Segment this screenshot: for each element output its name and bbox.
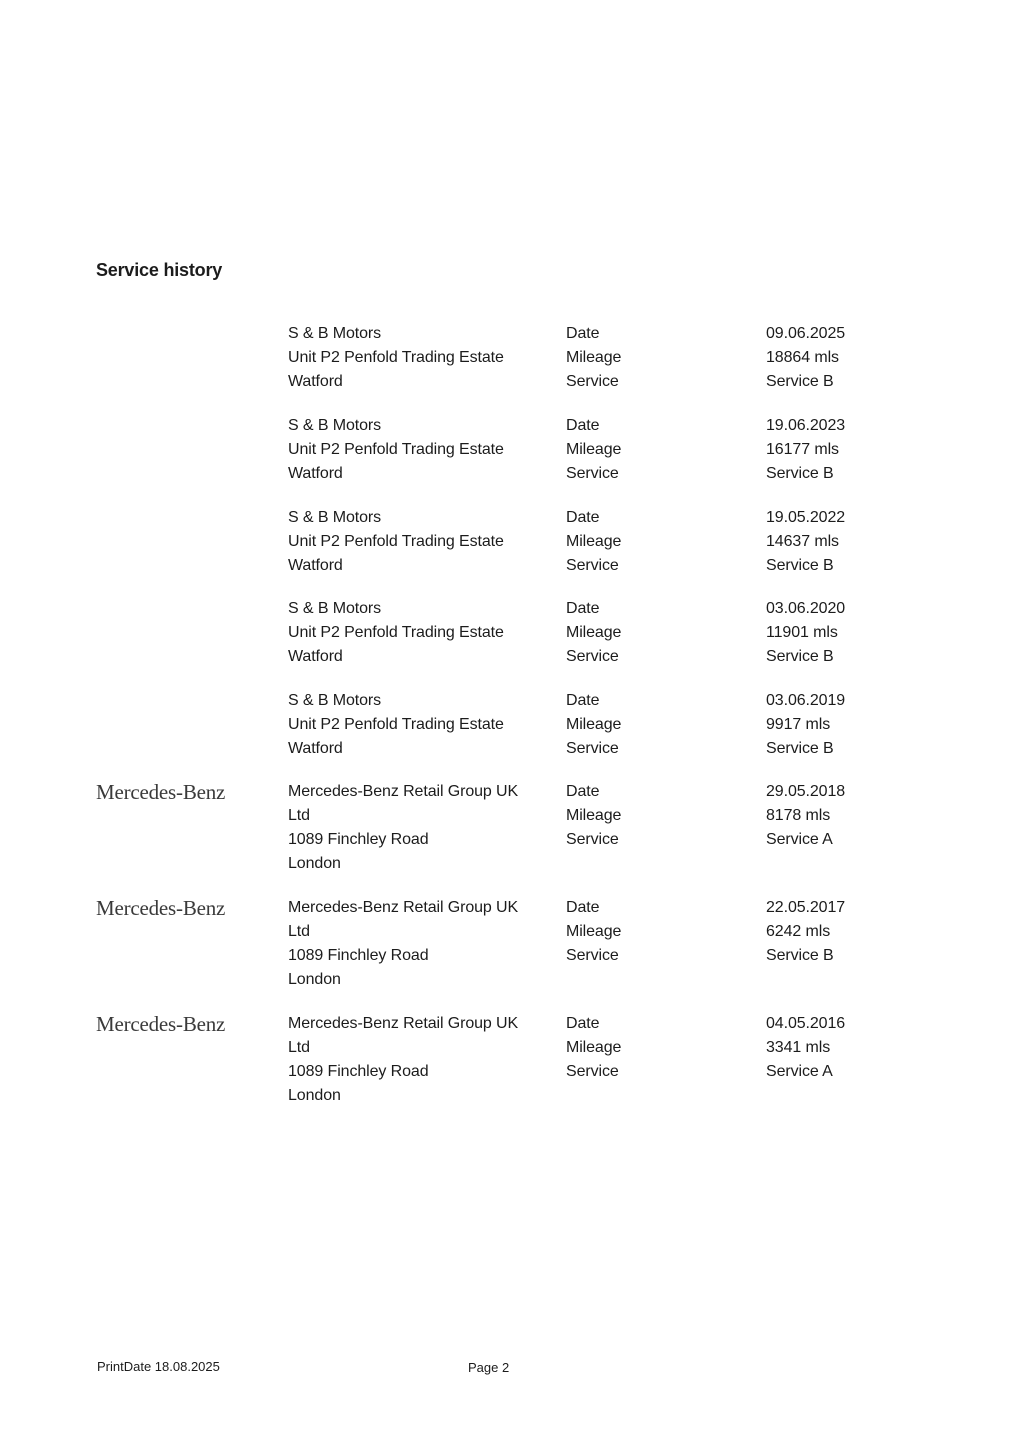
field-values-column <box>766 322 845 394</box>
provider-address-block <box>288 896 518 992</box>
service-entry <box>0 689 1024 785</box>
field-values-column <box>766 896 845 968</box>
provider-address-line: Watford <box>288 740 343 757</box>
mileage-label: Mileage <box>566 807 622 824</box>
mileage-label: Mileage <box>566 533 622 550</box>
mercedes-benz-wordmark: Mercedes-Benz <box>96 780 226 804</box>
service-value: Service B <box>766 740 834 757</box>
date-label: Date <box>566 417 600 434</box>
date-value: 19.05.2022 <box>766 509 846 526</box>
field-values-column <box>766 780 845 852</box>
mileage-value: 8178 mls <box>766 807 831 824</box>
provider-name: Mercedes-Benz Retail Group UK <box>288 783 519 800</box>
mileage-value: 3341 mls <box>766 1039 831 1056</box>
provider-address-block <box>288 597 504 669</box>
provider-address-line: 1089 Finchley Road <box>288 947 429 964</box>
provider-address-block <box>288 506 504 578</box>
date-value: 03.06.2020 <box>766 600 846 617</box>
field-values-column <box>766 689 845 761</box>
service-entry <box>0 1012 1024 1108</box>
service-label: Service <box>566 648 619 665</box>
date-value: 19.06.2023 <box>766 417 846 434</box>
provider-name: Mercedes-Benz Retail Group UK <box>288 1015 519 1032</box>
date-label: Date <box>566 325 600 342</box>
field-labels-column <box>566 896 621 968</box>
provider-address-line: Unit P2 Penfold Trading Estate <box>288 624 504 641</box>
service-entry <box>0 780 1024 876</box>
service-entry <box>0 414 1024 510</box>
mileage-label: Mileage <box>566 349 622 366</box>
provider-address-line: Watford <box>288 557 343 574</box>
mileage-value: 14637 mls <box>766 533 839 550</box>
field-labels-column <box>566 597 621 669</box>
provider-address-block <box>288 780 518 876</box>
mileage-value: 16177 mls <box>766 441 839 458</box>
mileage-value: 6242 mls <box>766 923 831 940</box>
mileage-value: 18864 mls <box>766 349 839 366</box>
field-values-column <box>766 506 845 578</box>
mercedes-benz-wordmark: Mercedes-Benz <box>96 1012 226 1036</box>
provider-address-block <box>288 1012 518 1108</box>
field-labels-column <box>566 414 621 486</box>
field-labels-column <box>566 506 621 578</box>
provider-address-line: Watford <box>288 373 343 390</box>
date-label: Date <box>566 783 600 800</box>
page-number: Page 2 <box>468 1360 510 1375</box>
service-label: Service <box>566 831 619 848</box>
provider-name-line2: Ltd <box>288 923 310 940</box>
date-label: Date <box>566 1015 600 1032</box>
provider-address-block <box>288 689 504 761</box>
date-label: Date <box>566 692 600 709</box>
provider-address-line: 1089 Finchley Road <box>288 831 429 848</box>
date-label: Date <box>566 600 600 617</box>
provider-name-line2: Ltd <box>288 807 310 824</box>
service-label: Service <box>566 465 619 482</box>
provider-address-line: London <box>288 1087 341 1104</box>
service-label: Service <box>566 947 619 964</box>
provider-name: S & B Motors <box>288 600 382 617</box>
provider-address-line: Watford <box>288 465 343 482</box>
mileage-label: Mileage <box>566 441 622 458</box>
date-label: Date <box>566 509 600 526</box>
service-value: Service B <box>766 947 834 964</box>
date-value: 04.05.2016 <box>766 1015 846 1032</box>
service-value: Service B <box>766 373 834 390</box>
print-date: PrintDate 18.08.2025 <box>97 1359 220 1374</box>
date-value: 09.06.2025 <box>766 325 846 342</box>
provider-address-line: Unit P2 Penfold Trading Estate <box>288 533 504 550</box>
provider-address-line: 1089 Finchley Road <box>288 1063 429 1080</box>
date-value: 29.05.2018 <box>766 783 846 800</box>
provider-name: Mercedes-Benz Retail Group UK <box>288 899 519 916</box>
date-value: 03.06.2019 <box>766 692 846 709</box>
service-label: Service <box>566 740 619 757</box>
field-values-column <box>766 597 845 669</box>
service-value: Service B <box>766 648 834 665</box>
date-value: 22.05.2017 <box>766 899 846 916</box>
service-label: Service <box>566 557 619 574</box>
provider-name: S & B Motors <box>288 325 382 342</box>
service-value: Service A <box>766 1063 833 1080</box>
provider-address-line: London <box>288 855 341 872</box>
service-entry <box>0 896 1024 992</box>
field-values-column <box>766 414 845 486</box>
provider-name: S & B Motors <box>288 692 382 709</box>
mileage-value: 9917 mls <box>766 716 831 733</box>
mileage-label: Mileage <box>566 1039 622 1056</box>
mercedes-benz-wordmark: Mercedes-Benz <box>96 896 226 920</box>
mileage-label: Mileage <box>566 923 622 940</box>
field-labels-column <box>566 780 621 852</box>
service-entry <box>0 506 1024 602</box>
service-value: Service B <box>766 465 834 482</box>
mileage-value: 11901 mls <box>766 624 838 641</box>
provider-address-line: Watford <box>288 648 343 665</box>
service-value: Service B <box>766 557 834 574</box>
mileage-label: Mileage <box>566 624 622 641</box>
provider-address-line: London <box>288 971 341 988</box>
provider-address-line: Unit P2 Penfold Trading Estate <box>288 716 504 733</box>
provider-name-line2: Ltd <box>288 1039 310 1056</box>
date-label: Date <box>566 899 600 916</box>
provider-address-line: Unit P2 Penfold Trading Estate <box>288 349 504 366</box>
provider-address-block <box>288 322 504 394</box>
provider-name: S & B Motors <box>288 417 382 434</box>
field-labels-column <box>566 1012 621 1084</box>
page-title: Service history <box>96 260 223 280</box>
service-label: Service <box>566 373 619 390</box>
service-entry <box>0 322 1024 418</box>
provider-address-block <box>288 414 504 486</box>
service-entry <box>0 597 1024 693</box>
field-labels-column <box>566 322 621 394</box>
service-label: Service <box>566 1063 619 1080</box>
field-labels-column <box>566 689 621 761</box>
provider-address-line: Unit P2 Penfold Trading Estate <box>288 441 504 458</box>
mileage-label: Mileage <box>566 716 622 733</box>
service-value: Service A <box>766 831 833 848</box>
field-values-column <box>766 1012 845 1084</box>
provider-name: S & B Motors <box>288 509 382 526</box>
